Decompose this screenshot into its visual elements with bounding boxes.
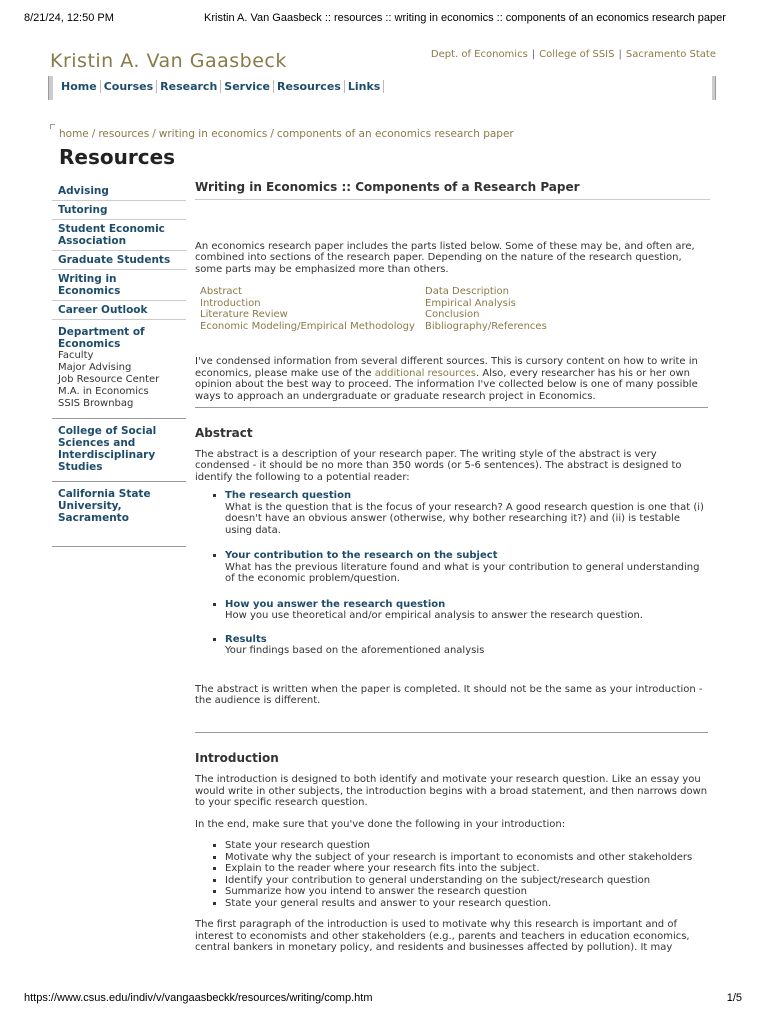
main-nav: [48, 76, 716, 98]
page-number: 1/5: [726, 992, 742, 1004]
sidebar-university[interactable]: California State University, Sacramento: [58, 488, 151, 524]
university-link[interactable]: Sacramento State: [625, 49, 716, 60]
main-content: [195, 182, 710, 954]
bullet-text: What is the question that is the focus of your research? A good research question is one that (i) doesn't have an obvious answer (otherwise, why bother researching it?) and (ii) is testable using data.: [225, 501, 704, 536]
additional-resources-link[interactable]: additional resources: [374, 367, 476, 379]
sidebar-college-group: [52, 419, 186, 482]
list-item: ▪ Explain to the reader where your research fits into the subject.: [225, 863, 710, 875]
crumb-sep: /: [270, 128, 274, 140]
bullet-title: ▪ Your contribution to the research on the subject: [225, 550, 498, 561]
nav-courses[interactable]: Courses: [101, 80, 157, 93]
sidebar-sub-brownbag[interactable]: SSIS Brownbag: [58, 398, 134, 409]
sidebar-sub-advising[interactable]: Major Advising: [58, 362, 132, 373]
part-literature[interactable]: Literature Review: [200, 309, 288, 320]
top-links: [431, 49, 716, 60]
list-item: ▪ Identify your contribution to general understanding on the subject/research question: [225, 875, 710, 887]
crumb-current: components of an economics research paper: [276, 128, 514, 140]
top-sep: |: [531, 49, 536, 60]
part-data[interactable]: Data Description: [425, 286, 510, 297]
part-bibliography[interactable]: Bibliography/References: [425, 320, 547, 332]
sidebar-sub-jobs[interactable]: Job Resource Center: [58, 374, 160, 385]
sidebar-sub-faculty[interactable]: Faculty: [58, 350, 94, 361]
list-item: [225, 490, 710, 536]
sidebar-item-student-association[interactable]: Student Economic Association: [52, 220, 186, 251]
nav-research[interactable]: Research: [157, 80, 221, 93]
nav-service[interactable]: Service: [221, 80, 274, 93]
nav-resources[interactable]: Resources: [274, 80, 345, 93]
abstract-list: [195, 490, 710, 657]
crumb-home[interactable]: home: [59, 128, 89, 140]
sidebar-item-tutoring[interactable]: Tutoring: [52, 201, 186, 220]
crumb-sep: /: [91, 128, 96, 140]
abstract-closing: The abstract is written when the paper is completed. It should not be the same as your introduction - the audience is different.: [195, 683, 703, 706]
introduction-p3: The first paragraph of the introduction is used to motivate why this research is important and of interest to economists and other stakeholders (e.g., parents and teachers in education economics, central bankers in monetary policy, and residents and businesses affected by pollution). It may: [195, 919, 690, 953]
list-item: ▪ State your research question: [225, 840, 710, 852]
abstract-text: The abstract is a description of your research paper. The writing style of the abstract is very condensed - it should be no more than 350 words (or 5-6 sentences). The abstract is designed to identify the following to a potential reader:: [195, 448, 682, 483]
bullet-title: ▪ Results: [225, 633, 267, 645]
college-link[interactable]: College of SSIS: [539, 49, 615, 60]
list-item: [225, 599, 710, 622]
breadcrumb: [59, 128, 514, 140]
parts-list: [200, 286, 710, 332]
list-item: ▪ Motivate why the subject of your research is important to economists and other stakeholders: [225, 852, 710, 864]
sidebar-dept-head[interactable]: Department of Economics: [58, 326, 145, 350]
intro-paragraph: An economics research paper includes the parts listed below. Some of these may be, and often are, combined into sections of the research paper. Depending on the nature of the research question, some parts may be emphasized more than others.: [195, 240, 695, 275]
part-modeling[interactable]: Economic Modeling/Empirical Methodology: [200, 320, 415, 332]
condensed-text-b: . Also, every researcher has his or her own opinion about the best way to proceed. The information I've collected below is one of many possible ways to approach an undergraduate or graduate research project in Economics.: [195, 367, 698, 402]
introduction-heading: Introduction: [195, 750, 279, 765]
part-empirical[interactable]: Empirical Analysis: [425, 297, 516, 309]
sidebar-item-graduate-students[interactable]: Graduate Students: [52, 251, 186, 270]
bullet-title: ▪ How you answer the research question: [225, 598, 446, 610]
introduction-p2: In the end, make sure that you've done the following in your introduction:: [195, 818, 566, 830]
site-name[interactable]: Kristin A. Van Gaasbeck: [50, 50, 287, 72]
sidebar-sub-ma[interactable]: M.A. in Economics: [58, 386, 149, 397]
condensed-text-a: I've condensed information from several different sources. This is cursory content on how to write in economics, please make use of the: [195, 356, 698, 379]
print-title: Kristin A. Van Gaasbeck :: resources :: writing in economics :: components of an economics research paper: [204, 12, 726, 24]
dept-link[interactable]: Dept. of Economics: [430, 49, 528, 60]
condensed-paragraph: [195, 356, 710, 402]
introduction-p1: The introduction is designed to both identify and motivate your research question. Like an essay you would write in other subjects, the introduction begins with a broad statement, and then narrows down to your specific research question.: [195, 774, 708, 808]
sidebar-dept-group: [52, 320, 186, 419]
divider: [195, 732, 708, 733]
part-introduction[interactable]: Introduction: [200, 297, 261, 309]
bullet-text: How you use theoretical and/or empirical analysis to answer the research question.: [225, 610, 643, 621]
nav-links[interactable]: Links: [345, 80, 384, 93]
page-title: Resources: [59, 145, 176, 169]
part-abstract[interactable]: Abstract: [200, 286, 242, 297]
sidebar: [52, 182, 186, 547]
sidebar-college[interactable]: College of Social Sciences and Interdisciplinary Studies: [58, 425, 157, 473]
nav-home[interactable]: Home: [58, 80, 101, 93]
list-item: [225, 550, 710, 585]
divider: [195, 407, 708, 408]
sidebar-item-advising[interactable]: Advising: [52, 182, 186, 201]
print-url: https://www.csus.edu/indiv/v/vangaasbeckk/resources/writing/comp.htm: [24, 992, 373, 1004]
bullet-title: ▪ The research question: [225, 490, 352, 501]
crumb-sep: /: [152, 128, 156, 140]
nav-left-edge: [48, 76, 53, 100]
nav-right-edge: [712, 76, 716, 100]
crumb-writing[interactable]: writing in economics: [158, 128, 268, 140]
list-item: [225, 634, 710, 657]
crumb-resources[interactable]: resources: [98, 128, 150, 140]
print-date: 8/21/24, 12:50 PM: [24, 12, 114, 24]
bullet-text: What has the previous literature found and what is your contribution to general understanding of the economic problem/question.: [225, 561, 700, 584]
part-conclusion[interactable]: Conclusion: [425, 309, 480, 320]
sidebar-item-writing[interactable]: Writing in Economics: [52, 270, 186, 301]
top-sep: |: [618, 49, 622, 60]
introduction-list: [195, 840, 710, 909]
sidebar-university-group: [52, 482, 186, 547]
corner-mark: [50, 124, 55, 129]
list-item: ▪ State your general results and answer to your research question.: [225, 898, 710, 910]
content-heading: Writing in Economics :: Components of a Research Paper: [195, 182, 710, 200]
bullet-text: Your findings based on the aforementioned analysis: [225, 645, 485, 656]
sidebar-item-career[interactable]: Career Outlook: [52, 301, 186, 320]
list-item: ▪ Summarize how you intend to answer the research question: [225, 886, 710, 898]
abstract-heading: Abstract: [195, 426, 253, 440]
